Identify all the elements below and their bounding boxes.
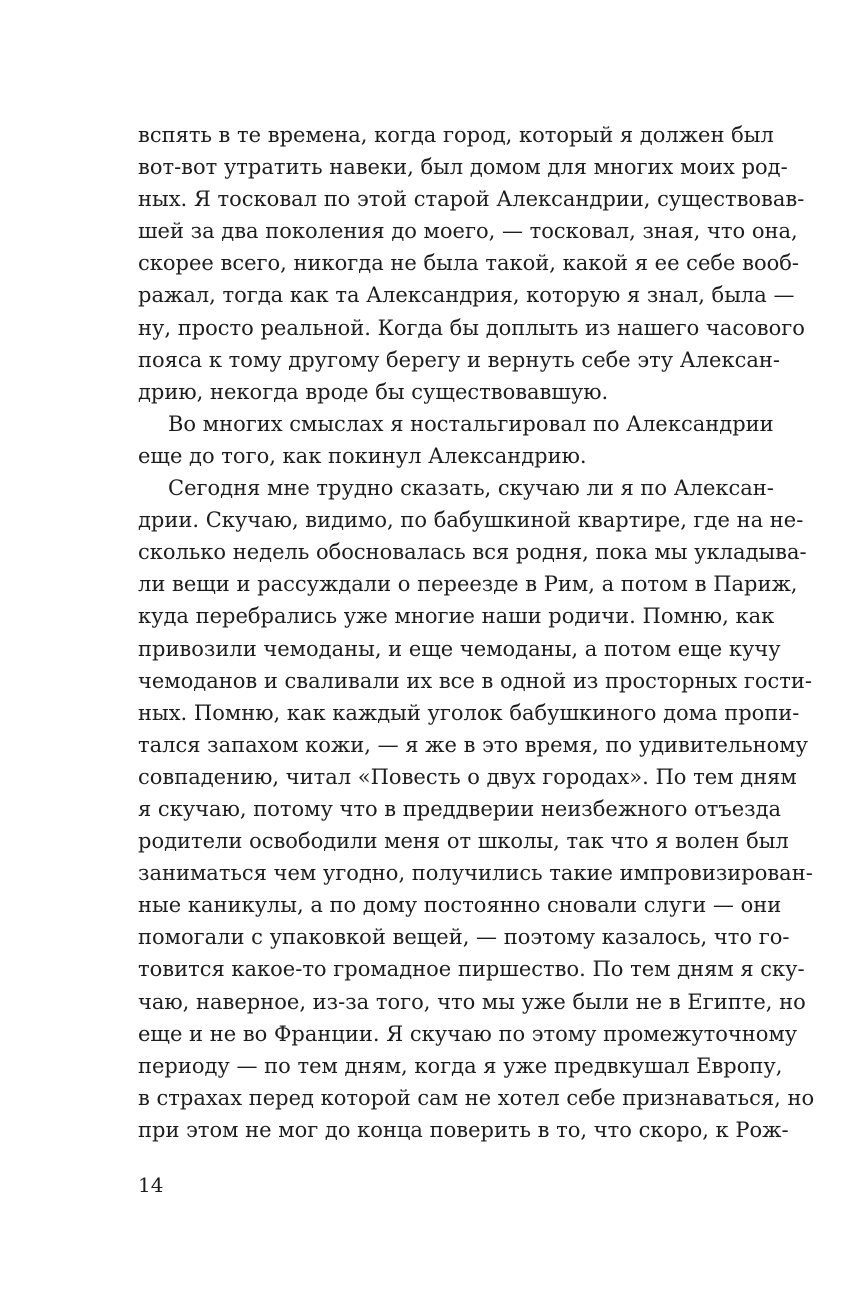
text-line: чемоданов и сваливали их все в одной из просторных гости- <box>138 668 812 693</box>
paragraph <box>138 408 774 472</box>
text-line: ражал, тогда как та Александрия, которую я знал, была — <box>138 283 795 308</box>
paragraph <box>138 119 805 408</box>
page-number: 14 <box>138 1173 164 1197</box>
text-line: в страхах перед которой сам не хотел себе признаваться, но <box>138 1085 815 1110</box>
text-line: дрию, некогда вроде бы существовавшую. <box>138 379 609 404</box>
text-line: привозили чемоданы, и еще чемоданы, а потом еще кучу <box>138 636 781 661</box>
text-line: заниматься чем угодно, получились такие импровизирован- <box>138 861 813 886</box>
text-line: периоду — по тем дням, когда я уже предвкушал Европу, <box>138 1053 783 1078</box>
text-line: еще и не во Франции. Я скучаю по этому промежуточному <box>138 1021 798 1046</box>
text-line: родители освободили меня от школы, так что я волен был <box>138 829 789 854</box>
text-line: при этом не мог до конца поверить в то, что скоро, к Рож- <box>138 1117 789 1142</box>
text-line: я скучаю, потому что в преддверии неизбежного отъезда <box>138 796 782 821</box>
text-line: пояса к тому другому берегу и вернуть себе эту Алексан- <box>138 347 780 372</box>
text-line: куда перебрались уже многие наши родичи. Помню, как <box>138 604 775 629</box>
text-line: вспять в те времена, когда город, который я должен был <box>138 123 774 147</box>
text-line: ных. Я тосковал по этой старой Александрии, существовав- <box>138 187 805 212</box>
text-line: ных. Помню, как каждый уголок бабушкиного дома пропи- <box>138 700 800 725</box>
text-line: ли вещи и рассуждали о переезде в Рим, а потом в Париж, <box>138 572 798 597</box>
text-line: товится какое-то громадное пиршество. По тем дням я ску- <box>138 957 805 982</box>
text-line: чаю, наверное, из-за того, что мы уже были не в Египте, но <box>138 989 806 1014</box>
text-line: сколько недель обосновалась вся родня, пока мы укладыва- <box>138 540 807 565</box>
text-line: тался запахом кожи, — я же в это время, по удивительному <box>138 732 808 757</box>
text-line: Сегодня мне трудно сказать, скучаю ли я по Алексан- <box>168 476 774 501</box>
text-line: еще до того, как покинул Александрию. <box>138 443 587 468</box>
text-line: вот-вот утратить навеки, был домом для многих моих род- <box>138 155 788 180</box>
text-line: ные каникулы, а по дому постоянно сновали слуги — они <box>138 893 782 918</box>
text-line: ну, просто реальной. Когда бы доплыть из нашего часового <box>138 315 805 340</box>
text-line: помогали с упаковкой вещей, — поэтому казалось, что го- <box>138 925 790 950</box>
text-line: скорее всего, никогда не была такой, какой я ее себе вооб- <box>138 251 799 276</box>
paragraph <box>138 472 815 1146</box>
text-line: дрии. Скучаю, видимо, по бабушкиной квартире, где на не- <box>138 508 804 533</box>
text-line: шей за два поколения до моего, — тосковал, зная, что она, <box>138 219 798 244</box>
text-line: совпадению, читал «Повесть о двух городах». По тем дням <box>138 764 797 789</box>
body-text <box>138 119 815 1146</box>
text-line: Во многих смыслах я ностальгировал по Александрии <box>168 411 774 436</box>
